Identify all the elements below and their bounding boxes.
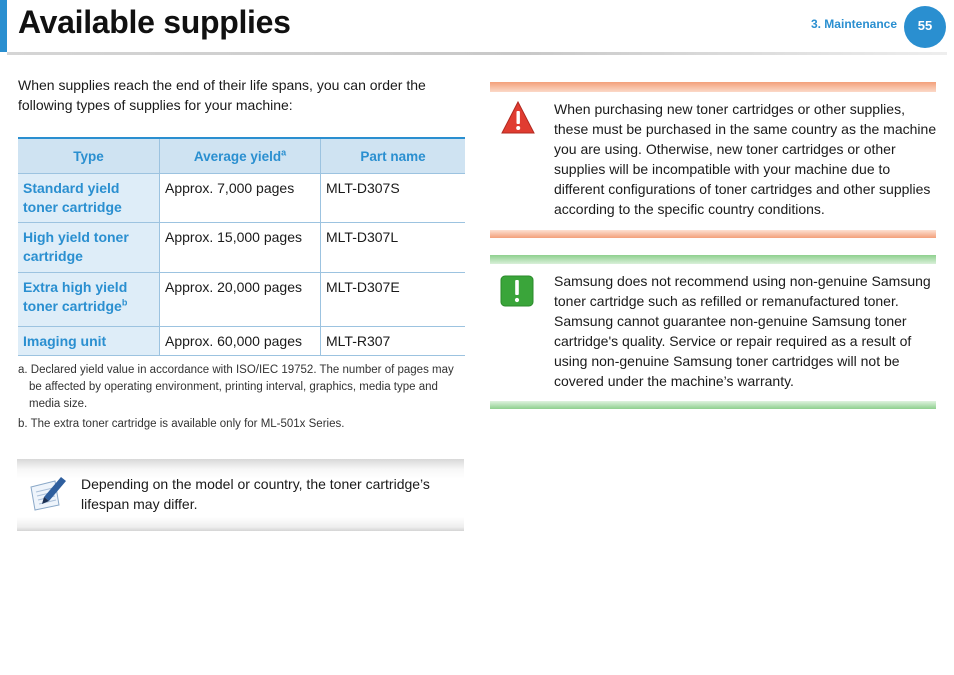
row-part: MLT-R307: [321, 327, 466, 356]
footnote-ref-b: b: [121, 297, 128, 308]
supplies-table: [18, 137, 465, 356]
caution-top-rule: [490, 255, 936, 264]
header-accent-bar: [0, 0, 7, 52]
section-label: 3. Maintenance: [810, 17, 897, 31]
footnote-b: b. The extra toner cartridge is available only for ML-501x Series.: [18, 418, 345, 430]
table-header-row: [18, 138, 465, 174]
warning-top-rule: [490, 82, 936, 92]
header-yield-label: Average yield: [193, 148, 282, 164]
row-type-label: Extra high yield toner cartridge: [23, 279, 128, 314]
row-part: MLT-D307E: [321, 273, 466, 327]
footnote-ref-a: a: [281, 147, 287, 157]
table-row: [18, 174, 465, 223]
row-yield: Approx. 15,000 pages: [160, 223, 321, 273]
row-type: Standard yield toner cartridge: [18, 174, 160, 223]
row-yield: Approx. 60,000 pages: [160, 327, 321, 356]
page-number-badge: 55: [904, 6, 946, 48]
caution-bottom-rule: [490, 401, 936, 409]
table-row: [18, 223, 465, 273]
warning-text: When purchasing new toner cartridges or other supplies, these must be purchased in the same country as the machine you are using. Otherwise, new toner cartridges or other supplies will be incompatible with your machine due to different configurations of toner cartridges and other supplies according to the specific country conditions.: [554, 101, 937, 217]
note-pencil-icon: [27, 475, 69, 513]
header-type-label: Type: [73, 148, 104, 164]
warning-box: [490, 82, 936, 238]
header-yield: [160, 138, 321, 174]
row-part: MLT-D307S: [321, 174, 466, 223]
page-title: Available supplies: [18, 4, 291, 40]
table-footnotes: [18, 362, 466, 436]
table-row: [18, 327, 465, 356]
intro-paragraph: When supplies reach the end of their life spans, you can order the following types of supplies for your machine:: [18, 77, 426, 113]
exclamation-icon: [500, 275, 534, 307]
warning-triangle-icon: [500, 100, 536, 136]
warning-bottom-rule: [490, 230, 936, 238]
footnote-a: a. Declared yield value in accordance with ISO/IEC 19752. The number of pages may be affected by operating environment, printing interval, graphics, media type and media size.: [18, 364, 454, 410]
note-box: [17, 459, 464, 531]
header-type: [18, 138, 160, 174]
header-part-label: Part name: [360, 148, 426, 164]
caution-box: [490, 255, 936, 409]
note-text: Depending on the model or country, the toner cartridge’s lifespan may differ.: [81, 476, 430, 512]
row-type: High yield toner cartridge: [18, 223, 160, 273]
caution-text: Samsung does not recommend using non-genuine Samsung toner cartridge such as refilled or remanufactured toner. Samsung cannot guarantee non-genuine Samsung toner cartridge's quality. Service or repair required as a result of using non-genuine Samsung toner cartridges will not be covered under the machine’s warranty.: [554, 273, 931, 389]
header-divider: [7, 52, 947, 55]
header-part: [321, 138, 466, 174]
row-yield: Approx. 20,000 pages: [160, 273, 321, 327]
table-row: [18, 273, 465, 327]
row-yield: Approx. 7,000 pages: [160, 174, 321, 223]
row-type: [18, 273, 160, 327]
row-part: MLT-D307L: [321, 223, 466, 273]
row-type: Imaging unit: [18, 327, 160, 356]
